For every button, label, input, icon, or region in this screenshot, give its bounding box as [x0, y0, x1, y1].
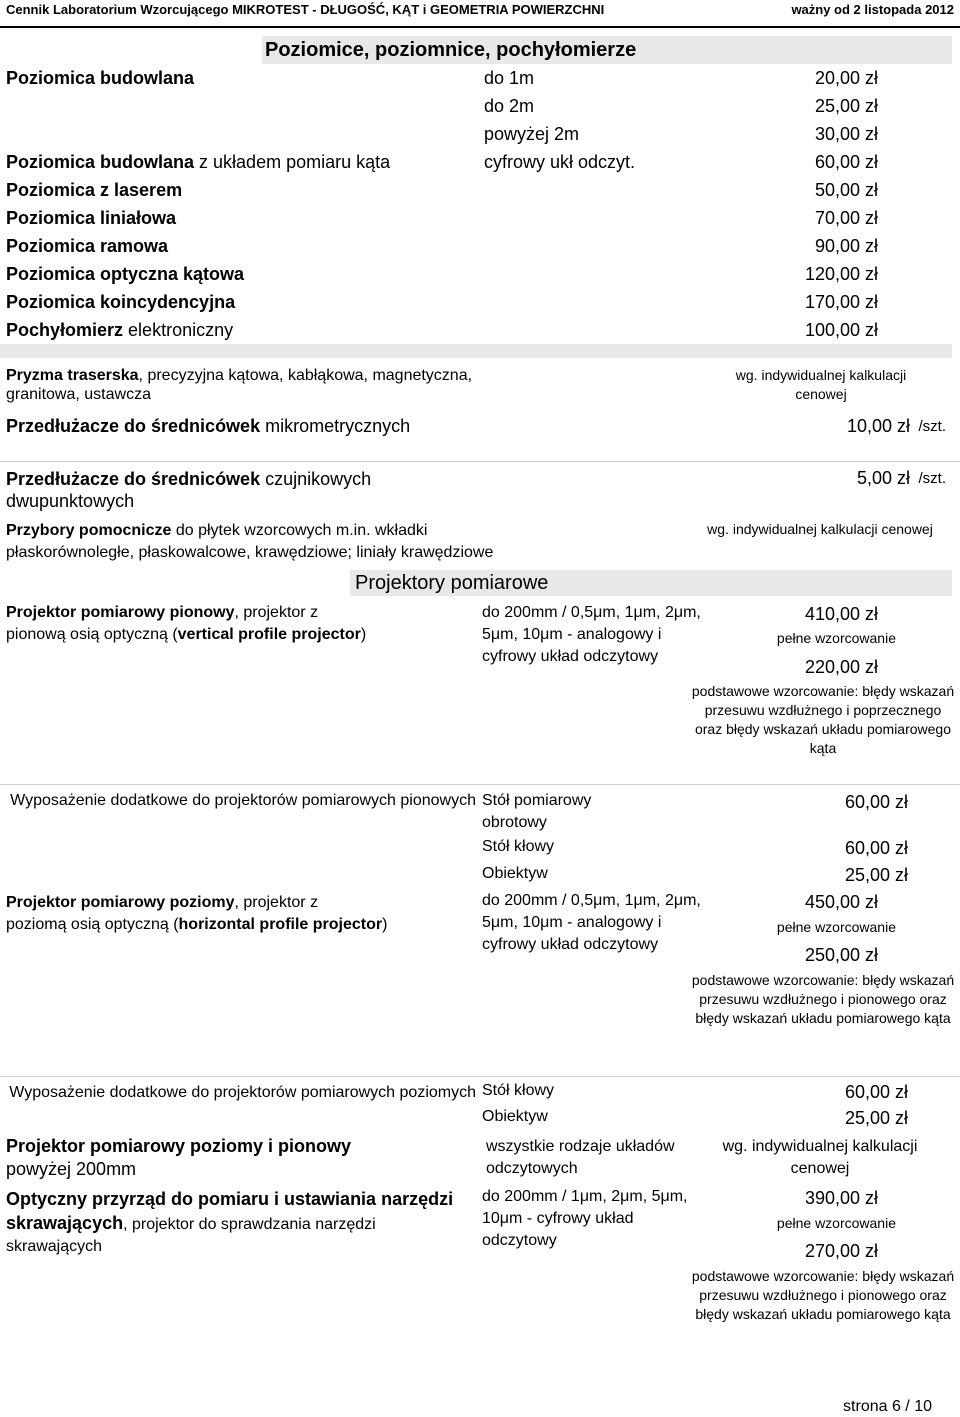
item-name-cell — [6, 68, 194, 89]
item-price: 120,00 zł — [804, 264, 878, 284]
item-name-bold: Poziomica z laserem — [6, 180, 183, 200]
item-name: czujnikowych dwupunktowych — [6, 469, 372, 511]
item-name: ) — [382, 916, 388, 933]
section-title: Poziomice, poziomnice, pochyłomierze — [265, 39, 637, 61]
item-name-bold: Poziomica ramowa — [6, 236, 169, 256]
equipment-price: 60,00 zł — [844, 838, 908, 858]
equipment-horizontal-label: Wyposażenie dodatkowe do projektorów pomiarowych poziomych — [9, 1084, 476, 1101]
item-price: 25,00 zł — [814, 96, 878, 116]
validity-date: ważny od 2 listopada 2012 — [791, 2, 954, 17]
section-separator-band — [0, 344, 952, 358]
equipment-price: 25,00 zł — [844, 865, 908, 885]
item-name-bold: Projektor pomiarowy poziomy — [6, 894, 235, 911]
equipment-item: Stół pomiarowy obrotowy — [482, 792, 592, 831]
basic-calibration-label: podstawowe wzorcowanie: błędy wskazań przesuwu wzdłużnego i pionowego oraz błędy wskazań układu pomiarowego kąta — [691, 1268, 955, 1322]
item-name: , projektor do sprawdzania narzędzi skrawających — [6, 1216, 376, 1255]
price-basic: 220,00 zł — [804, 657, 878, 677]
item-name-bold: vertical profile projector — [177, 626, 361, 643]
projector-hv-name: Projektor pomiarowy poziomy i pionowy — [6, 1136, 352, 1156]
divider — [0, 1076, 960, 1077]
measuring-range: do 200mm / 0,5μm, 1μm, 2μm, 5μm, 10μm - analogowy i cyfrowy układ odczytowy — [482, 604, 701, 665]
projector-horizontal-line2 — [6, 916, 387, 934]
price-full: 410,00 zł — [804, 604, 878, 624]
document-title: Cennik Laboratorium Wzorcującego MIKROTEST - DŁUGOŚĆ, KĄT i GEOMETRIA POWIERZCHNI — [6, 2, 605, 17]
item-name-bold: Optyczny przyrząd do pomiaru i ustawiania narzędzi skrawających — [6, 1189, 454, 1233]
measuring-range: do 200mm / 0,5μm, 1μm, 2μm, 5μm, 10μm - analogowy i cyfrowy układ odczytowy — [482, 892, 701, 953]
equipment-vertical-label: Wyposażenie dodatkowe do projektorów pomiarowych pionowych — [10, 792, 476, 809]
unit-label: /szt. — [918, 470, 946, 487]
item-name-bold: Przedłużacze do średnicówek — [6, 469, 261, 489]
item-range: do 1m — [484, 68, 535, 88]
projector-vertical-line2 — [6, 626, 366, 644]
przedluzacze-czuj-item — [6, 468, 466, 512]
pryzma-item — [6, 366, 476, 404]
przedluzacze-mikro-item — [6, 416, 410, 437]
item-name-cell — [6, 264, 244, 285]
item-price: 30,00 zł — [814, 124, 878, 144]
price-full: 450,00 zł — [804, 892, 878, 912]
measuring-range: do 200mm / 1μm, 2μm, 5μm, 10μm - cyfrowy układ odczytowy — [482, 1188, 688, 1249]
equipment-item: Stół kłowy — [482, 1082, 555, 1099]
full-calibration-label: pełne wzorcowanie — [776, 1215, 896, 1231]
price-basic: 270,00 zł — [804, 1241, 878, 1261]
divider — [0, 784, 960, 785]
item-name-bold: Poziomica optyczna kątowa — [6, 264, 245, 284]
item-name: do płytek wzorcowych m.in. wkładki — [171, 522, 428, 539]
full-calibration-label: pełne wzorcowanie — [776, 919, 896, 935]
item-price: 90,00 zł — [814, 236, 878, 256]
price-basic: 250,00 zł — [804, 945, 878, 965]
item-name-bold: Przedłużacze do średnicówek — [6, 416, 261, 436]
item-name-cell — [6, 236, 168, 257]
item-name-cell — [6, 152, 390, 173]
przybory-item — [6, 522, 427, 540]
item-name: pionową osią optyczną ( — [6, 626, 178, 643]
item-name: ) — [360, 626, 367, 643]
item-name: z układem pomiaru kąta — [194, 152, 391, 172]
item-name: , projektor z — [234, 894, 319, 911]
equipment-item: Obiektyw — [482, 865, 548, 882]
unit-label: /szt. — [918, 418, 946, 435]
item-name: poziomą osią optyczną ( — [6, 916, 179, 933]
divider — [0, 461, 960, 462]
full-calibration-label: pełne wzorcowanie — [776, 630, 896, 646]
header-divider — [0, 26, 960, 28]
individual-pricing: wg. indywidualnej kalkulacji cenowej — [735, 367, 907, 402]
item-name-bold: Przybory pomocnicze — [6, 522, 172, 539]
item-price: 5,00 zł — [856, 468, 910, 488]
item-name-bold: Projektor pomiarowy pionowy — [6, 604, 235, 621]
equipment-price: 60,00 zł — [844, 792, 908, 812]
optical-device-item — [6, 1188, 476, 1258]
item-name-bold: Poziomica budowlana — [6, 152, 195, 172]
item-name-bold: horizontal profile projector — [178, 916, 383, 933]
item-name-bold: Poziomica budowlana — [6, 68, 195, 88]
equipment-item: Obiektyw — [482, 1108, 548, 1125]
price-full: 390,00 zł — [804, 1188, 878, 1208]
equipment-price: 25,00 zł — [844, 1108, 908, 1128]
measuring-range: wszystkie rodzaje układów odczytowych — [486, 1138, 675, 1177]
projector-horizontal-name — [6, 894, 318, 912]
item-price: 50,00 zł — [814, 180, 878, 200]
przybory-line2: płaskorównoległe, płaskowalcowe, krawędziowe; liniały krawędziowe — [6, 544, 494, 561]
page-number: strona 6 / 10 — [843, 1398, 932, 1415]
equipment-price: 60,00 zł — [844, 1082, 908, 1102]
projector-hv-line2: powyżej 200mm — [6, 1159, 137, 1179]
item-name: , projektor z — [234, 604, 319, 621]
item-name-cell — [6, 320, 233, 341]
projector-vertical-name — [6, 604, 318, 622]
item-name-cell — [6, 292, 235, 313]
item-price: 10,00 zł — [846, 416, 910, 436]
item-range: cyfrowy ukł odczyt. — [484, 152, 636, 172]
basic-calibration-label: podstawowe wzorcowanie: błędy wskazań przesuwu wzdłużnego i poprzecznego oraz błędy wskazań układu pomiarowego kąta — [691, 683, 955, 756]
item-name: , precyzyjna kątowa, kabłąkowa, magnetyczna, granitowa, ustawcza — [6, 367, 473, 403]
individual-pricing: wg. indywidualnej kalkulacji cenowej — [722, 1138, 918, 1177]
item-name-bold: Poziomica liniałowa — [6, 208, 177, 228]
individual-pricing: wg. indywidualnej kalkulacji cenowej — [707, 521, 933, 537]
item-range: powyżej 2m — [484, 124, 580, 144]
item-name-cell — [6, 180, 182, 201]
equipment-item: Stół kłowy — [482, 838, 555, 855]
item-name: mikrometrycznych — [260, 416, 411, 436]
item-name-bold: Poziomica koincydencyjna — [6, 292, 236, 312]
section-title: Projektory pomiarowe — [355, 572, 549, 594]
item-price: 100,00 zł — [804, 320, 878, 340]
item-name: elektroniczny — [123, 320, 234, 340]
item-price: 170,00 zł — [804, 292, 878, 312]
item-range: do 2m — [484, 96, 535, 116]
item-name-cell — [6, 208, 176, 229]
item-price: 60,00 zł — [814, 152, 878, 172]
item-name-bold: Pryzma traserska — [6, 367, 139, 384]
item-price: 70,00 zł — [814, 208, 878, 228]
basic-calibration-label: podstawowe wzorcowanie: błędy wskazań przesuwu wzdłużnego i pionowego oraz błędy wskazań układu pomiarowego kąta — [691, 972, 955, 1026]
item-price: 20,00 zł — [814, 68, 878, 88]
item-name-bold: Pochyłomierz — [6, 320, 124, 340]
